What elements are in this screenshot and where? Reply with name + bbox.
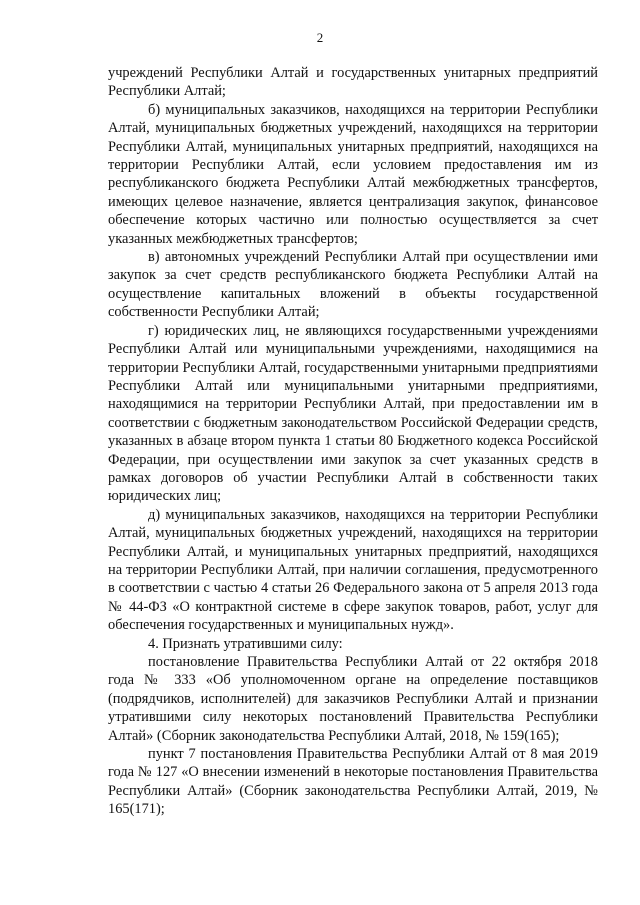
paragraph-item-v: в) автономных учреждений Республики Алтай при осуществлении ими закупок за счет средств республиканского бюджета Республики Алтай на осуществление капитальных вложений в объекты государственной собственности Республики Алтай;	[108, 249, 598, 321]
paragraph-repeal-1: постановление Правительства Республики Алтай от 22 октября 2018 года № 333 «Об уполномоченном органе на определение поставщиков (подрядчиков, исполнителей) для заказчиков Республики Алтай и признании утратившими силу некоторых постановлений Правительства Республики Алтай» (Сборник законодательства Республики Алтай, 2018, № 159(165);	[108, 654, 598, 744]
paragraph-item-g: г) юридических лиц, не являющихся государственными учреждениями Республики Алтай или муниципальными учреждениями, находящимися на территории Республики Алтай, государственными унитарными предприятиями Республики Алтай или муниципальными унитарными предприятиями, находящимися на территории Республики Алтай, при предоставлении им в соответствии с бюджетным законодательством Российской Федерации средств, указанных в абзаце втором пункта 1 статьи 80 Бюджетного кодекса Российской Федерации, при осуществлении ими закупок за счет указанных средств в рамках договоров об участии Республики Алтай в собственности таких юридических лиц;	[108, 322, 598, 505]
paragraph-item-d: д) муниципальных заказчиков, находящихся на территории Республики Алтай, муниципальных бюджетных учреждений, находящихся на территории Республики Алтай, и муниципальных унитарных предприятий, находящихся на территории Республики Алтай, при наличии соглашения, предусмотренного в соответствии с частью 4 статьи 26 Федерального закона от 5 апреля 2013 года № 44-ФЗ «О контрактной системе в сфере закупок товаров, работ, услуг для обеспечения государственных и муниципальных нужд».	[108, 506, 598, 634]
paragraph-continuation: учреждений Республики Алтай и государственных унитарных предприятий Республики Алтай;	[108, 65, 598, 100]
page-number: 2	[316, 30, 324, 45]
paragraph-point-4: 4. Признать утратившими силу:	[148, 635, 343, 652]
document-body	[108, 64, 598, 819]
paragraph-item-b: б) муниципальных заказчиков, находящихся на территории Республики Алтай, муниципальных бюджетных учреждений, находящихся на территории Республики Алтай, муниципальных унитарных предприятий, находящихся на территории Республики Алтай, если условием предоставления им из республиканского бюджета Республики Алтай межбюджетных трансфертов, имеющих целевое назначение, является централизация закупок, финансовое обеспечение которых частично или полностью осуществляется за счет указанных межбюджетных трансфертов;	[108, 101, 598, 247]
paragraph-repeal-2: пункт 7 постановления Правительства Республики Алтай от 8 мая 2019 года № 127 «О внесении изменений в некоторые постановления Правительства Республики Алтай» (Сборник законодательства Республики Алтай, 2019, № 165(171);	[108, 746, 598, 818]
